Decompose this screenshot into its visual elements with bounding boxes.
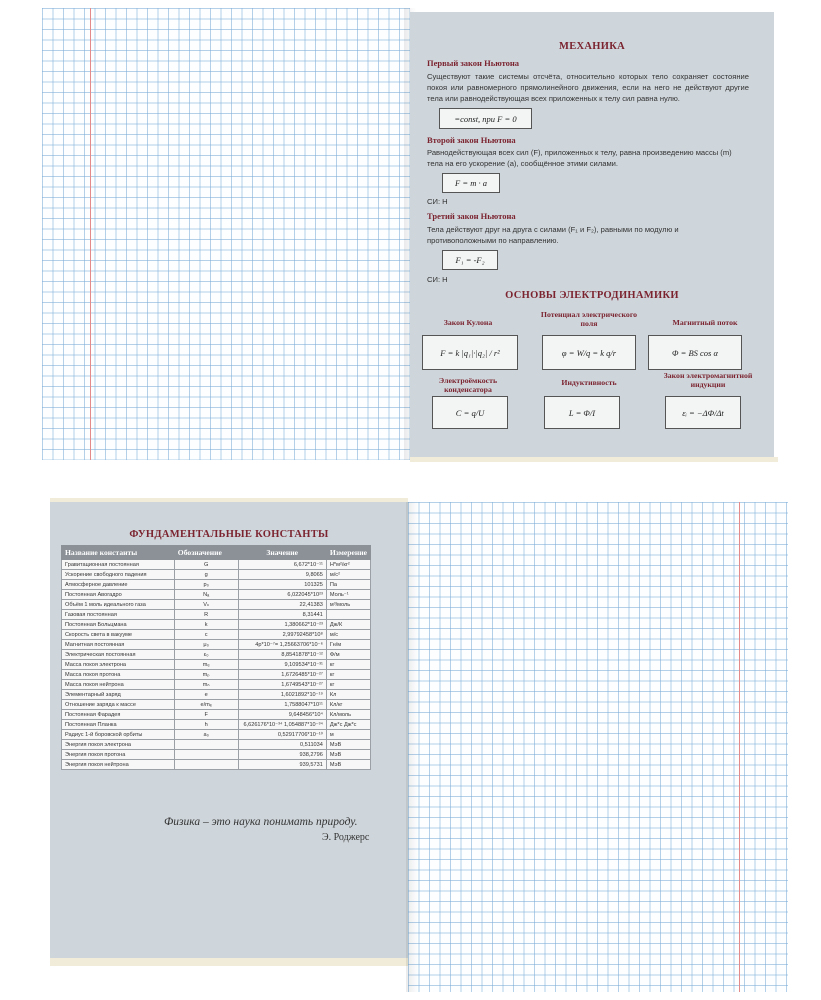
table-row [62,710,371,720]
bottom-right-margin-line [739,502,740,992]
constant-name: Постоянная Планка [62,720,175,730]
top-right-page [410,12,774,460]
col-name: Название константы [62,546,175,560]
constant-name: Постоянная Фарадея [62,710,175,720]
bottom-page-stack-bottom [50,958,408,966]
induction-title: Закон электромагнитной индукции [663,371,753,389]
constant-value: 9,109534*10⁻³¹ [238,660,326,670]
potential-title: Потенциал электрического поля [540,310,638,328]
constant-value: 939,5731 [238,760,326,770]
constant-value: 1,6726485*10⁻²⁷ [238,670,326,680]
law2-formula: F = m · a [442,173,500,193]
constant-unit: Н*м²/кг² [326,560,370,570]
table-row [62,670,371,680]
law1-text: Существуют такие системы отсчёта, относительно которых тело сохраняет состояние покоя или равномерного прямолинейного движения, если на него не действуют другие тела или равнодействующая всех приложенных к телу сил равна нулю. [427,72,749,103]
constant-name: Масса покоя электрона [62,660,175,670]
table-row [62,750,371,760]
constant-name: Скорость света в вакууме [62,630,175,640]
table-row [62,700,371,710]
constant-value: 0,511034 [238,740,326,750]
constant-value: 6,626176*10⁻³⁴ 1,054887*10⁻³⁴ [238,720,326,730]
constant-value: 1,380662*10⁻²³ [238,620,326,630]
induction-formula: εᵢ = −ΔΦ/Δt [665,396,741,429]
table-row [62,610,371,620]
constant-unit: м³/моль [326,600,370,610]
constant-name: Ускорение свободного падения [62,570,175,580]
constant-unit: Ф/м [326,650,370,660]
constant-value: 1,6021892*10⁻¹⁹ [238,690,326,700]
flux-title: Магнитный поток [672,318,738,327]
constant-unit: Гн/м [326,640,370,650]
constant-unit: Моль⁻¹ [326,590,370,600]
table-row [62,680,371,690]
inductance-formula: L = Φ/I [544,396,620,429]
constant-symbol: c [174,630,238,640]
constant-unit: кг [326,670,370,680]
law2-text: Равнодействующая всех сил (F), приложенных к телу, равна произведению массы (m) тела на его ускорение (a), сообщённое этими силами. [427,148,732,168]
table-row [62,760,371,770]
constant-unit: Дж/К [326,620,370,630]
constant-value: 0,52917706*10⁻¹⁰ [238,730,326,740]
constant-unit: м [326,730,370,740]
table-row [62,640,371,650]
constant-symbol: F [174,710,238,720]
constant-name: Энергия покоя нейтрона [62,760,175,770]
table-row [62,630,371,640]
constant-name: Объём 1 моль идеального газа [62,600,175,610]
constant-value: 6,672*10⁻¹¹ [238,560,326,570]
constant-unit: МэВ [326,740,370,750]
coulomb-formula: F = k |q₁|·|q₂| / r² [422,335,518,370]
constant-symbol: h [174,720,238,730]
constant-symbol [174,750,238,760]
table-row [62,650,371,660]
constant-unit: кг [326,680,370,690]
top-page-stack [410,457,778,462]
law2-title: Второй закон Ньютона [427,135,516,145]
bottom-right-page [408,502,788,992]
top-left-margin-line [90,8,91,460]
constant-name: Радиус 1-й боровской орбиты [62,730,175,740]
quote: Физика – это наука понимать природу. [164,816,358,828]
constant-name: Атмосферное давление [62,580,175,590]
constant-symbol: mₚ [174,670,238,680]
constant-symbol: mₙ [174,680,238,690]
constant-name: Энергия покоя протона [62,750,175,760]
table-row [62,600,371,610]
constant-unit: МэВ [326,760,370,770]
constant-name: Отношение заряда к массе [62,700,175,710]
constant-unit: м/с² [326,570,370,580]
flux-formula: Φ = BS cos α [648,335,742,370]
law3-si: СИ: Н [427,275,448,284]
constant-value: 2,99792458*10⁸ [238,630,326,640]
quote-author: Э. Роджерс [322,832,370,843]
law3-text: Тела действуют друг на друга с силами (F₁ и F₂), равными по модулю и противоположными по направлению. [427,225,679,245]
col-value: Значение [238,546,326,560]
capacitance-title: Электроёмкость конденсатора [438,376,498,394]
table-row [62,560,371,570]
table-row [62,660,371,670]
table-row [62,740,371,750]
constant-value: 4p*10⁻⁷= 1,25663706*10⁻⁶ [238,640,326,650]
constant-value: 1,6749543*10⁻²⁷ [238,680,326,690]
table-row [62,620,371,630]
constant-value: 1,7588047*10¹¹ [238,700,326,710]
constant-symbol: R [174,610,238,620]
bottom-left-page [50,502,408,962]
constant-name: Масса покоя протона [62,670,175,680]
constant-unit: Дж*с Дж*с [326,720,370,730]
constant-name: Газовая постоянная [62,610,175,620]
constant-unit: Кл/кг [326,700,370,710]
constant-value: 938,2796 [238,750,326,760]
top-left-page [42,8,410,460]
constant-name: Гравитационная постоянная [62,560,175,570]
constant-name: Постоянная Авогадро [62,590,175,600]
mechanics-heading: МЕХАНИКА [558,41,625,52]
constant-symbol: G [174,560,238,570]
coulomb-title: Закон Кулона [443,318,493,327]
constant-value: 22,41383 [238,600,326,610]
constant-value: 9,648456*10⁴ [238,710,326,720]
constant-value: 9,8065 [238,570,326,580]
constant-value: 8,31441 [238,610,326,620]
constant-symbol: e/mₑ [174,700,238,710]
table-row [62,580,371,590]
col-symbol: Обозначение [174,546,238,560]
constant-unit: Кл [326,690,370,700]
col-unit: Измерение [326,546,370,560]
law1-formula: =const, при F = 0 [439,108,532,129]
constant-name: Электрическая постоянная [62,650,175,660]
constant-symbol: g [174,570,238,580]
constant-symbol [174,760,238,770]
constant-symbol: a₀ [174,730,238,740]
constant-symbol: Vₙ [174,600,238,610]
constant-name: Постоянная Больцмана [62,620,175,630]
constant-value: 8,8541878*10⁻¹² [238,650,326,660]
constant-unit [326,610,370,620]
constant-unit: МэВ [326,750,370,760]
constant-symbol [174,740,238,750]
table-row [62,570,371,580]
constant-value: 101325 [238,580,326,590]
constant-name: Энергия покоя электрона [62,740,175,750]
law3-formula: F₁ = -F₂ [442,250,498,270]
constants-heading: ФУНДАМЕНТАЛЬНЫЕ КОНСТАНТЫ [129,529,329,540]
bottom-spine-shadow [406,502,418,992]
constant-symbol: k [174,620,238,630]
constant-symbol: Nₐ [174,590,238,600]
table-row [62,720,371,730]
constant-symbol: μ₀ [174,640,238,650]
constants-table [61,545,371,770]
electrodynamics-heading: ОСНОВЫ ЭЛЕКТРОДИНАМИКИ [505,290,679,301]
constant-name: Магнитная постоянная [62,640,175,650]
constant-symbol: p₀ [174,580,238,590]
constant-unit: Кл/моль [326,710,370,720]
table-row [62,590,371,600]
constant-symbol: mₑ [174,660,238,670]
constant-symbol: ε₀ [174,650,238,660]
capacitance-formula: C = q/U [432,396,508,429]
constant-unit: Па [326,580,370,590]
constant-name: Масса покоя нейтрона [62,680,175,690]
table-row [62,730,371,740]
constant-value: 6,022045*10²³ [238,590,326,600]
constant-name: Элементарный заряд [62,690,175,700]
constant-unit: кг [326,660,370,670]
law2-si: СИ: Н [427,197,448,206]
constant-unit: м/с [326,630,370,640]
table-row [62,690,371,700]
constant-symbol: e [174,690,238,700]
law1-title: Первый закон Ньютона [427,58,520,68]
inductance-title: Индуктивность [561,378,617,387]
potential-formula: φ = W/q = k q/r [542,335,636,370]
law3-title: Третий закон Ньютона [427,211,516,221]
